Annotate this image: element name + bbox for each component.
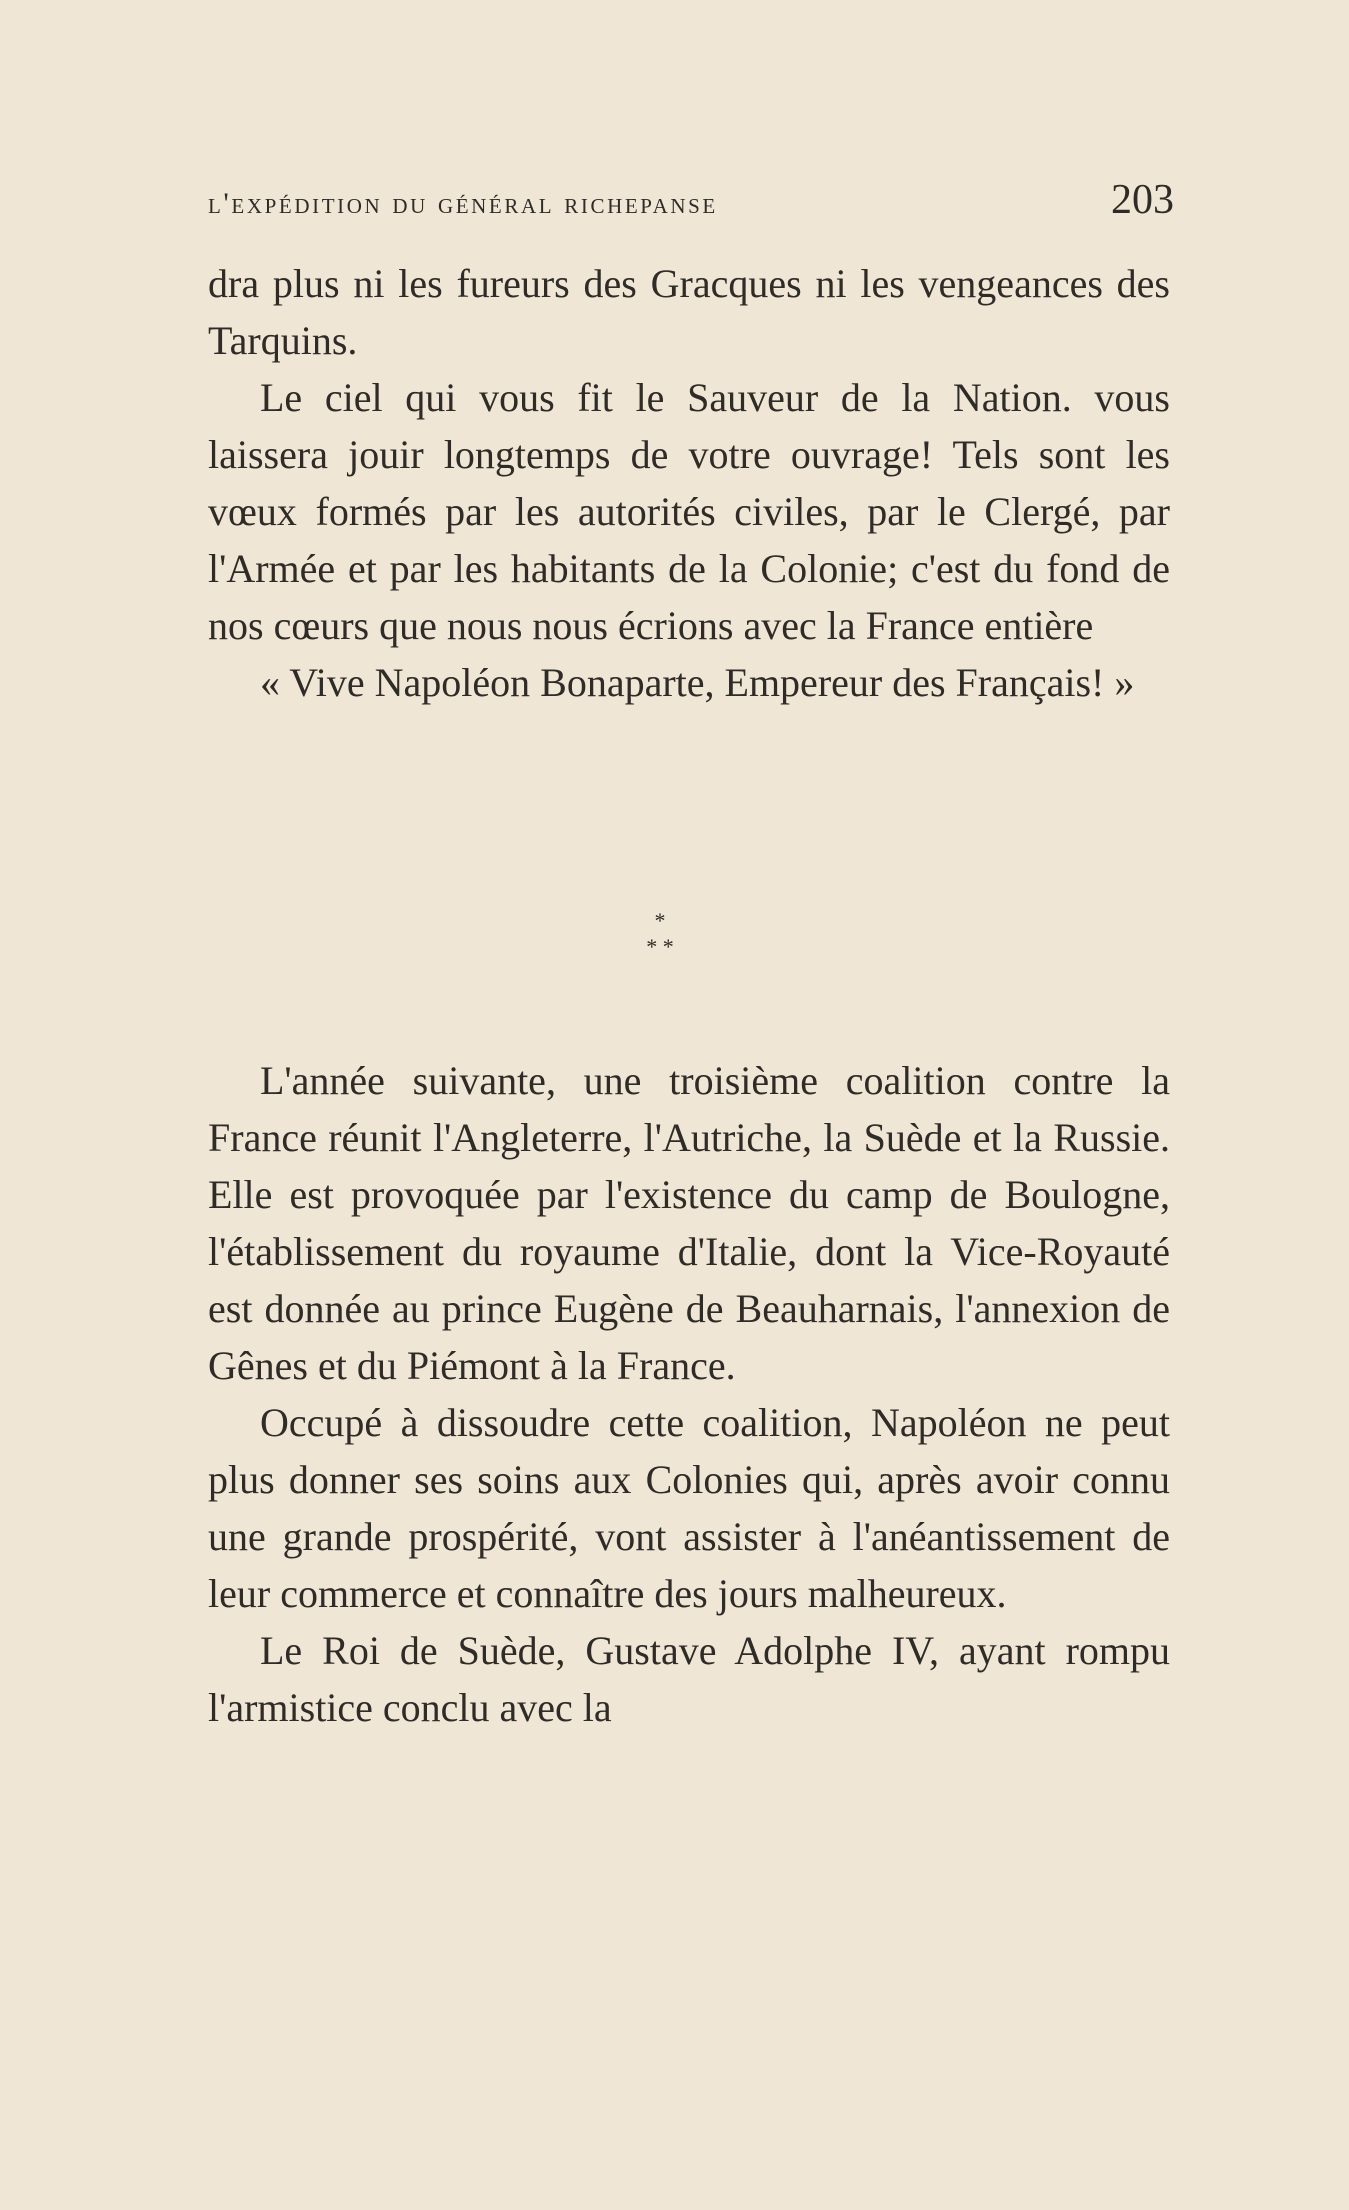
paragraph-sweden: Le Roi de Suède, Gustave Adolphe IV, ayant rompu l'armistice conclu avec la xyxy=(208,1628,1170,1730)
asterism-top: * xyxy=(654,908,666,933)
running-title: l'expédition du général richepanse xyxy=(208,187,718,220)
text-block-lower xyxy=(208,1052,1170,1736)
asterism-bottom: * * xyxy=(646,934,674,959)
running-head xyxy=(208,176,1174,224)
paragraph-coalition: L'année suivante, une troisième coalition contre la France réunit l'Angleterre, l'Autriche, la Suède et la Russie. Elle est provoquée par l'existence du camp de Boulogne, l'établissement du royaume d'Italie, dont la Vice-Royauté est donnée au prince Eugène de Beauharnais, l'annexion de Gênes et du Piémont à la France. xyxy=(208,1058,1170,1388)
paragraph-address: Le ciel qui vous fit le Sauveur de la Nation. vous laissera jouir longtemps de votre ouvrage! Tels sont les vœux formés par les autorités civiles, par le Clergé, par l'Armée et par les habitants de la Colonie; c'est du fond de nos cœurs que nous nous écrions avec la France entière xyxy=(208,375,1170,648)
asterism-separator xyxy=(600,908,720,968)
text-block-upper xyxy=(208,255,1170,711)
paragraph-acclamation: « Vive Napoléon Bonaparte, Empereur des Français! » xyxy=(260,660,1135,705)
paragraph-napoleon: Occupé à dissoudre cette coalition, Napoléon ne peut plus donner ses soins aux Colonies qui, après avoir connu une grande prospérité, vont assister à l'anéantissement de leur commerce et connaître des jours malheureux. xyxy=(208,1400,1170,1616)
paragraph-continuation: dra plus ni les fureurs des Gracques ni les vengeances des Tarquins. xyxy=(208,261,1170,363)
page-number: 203 xyxy=(1111,177,1174,223)
